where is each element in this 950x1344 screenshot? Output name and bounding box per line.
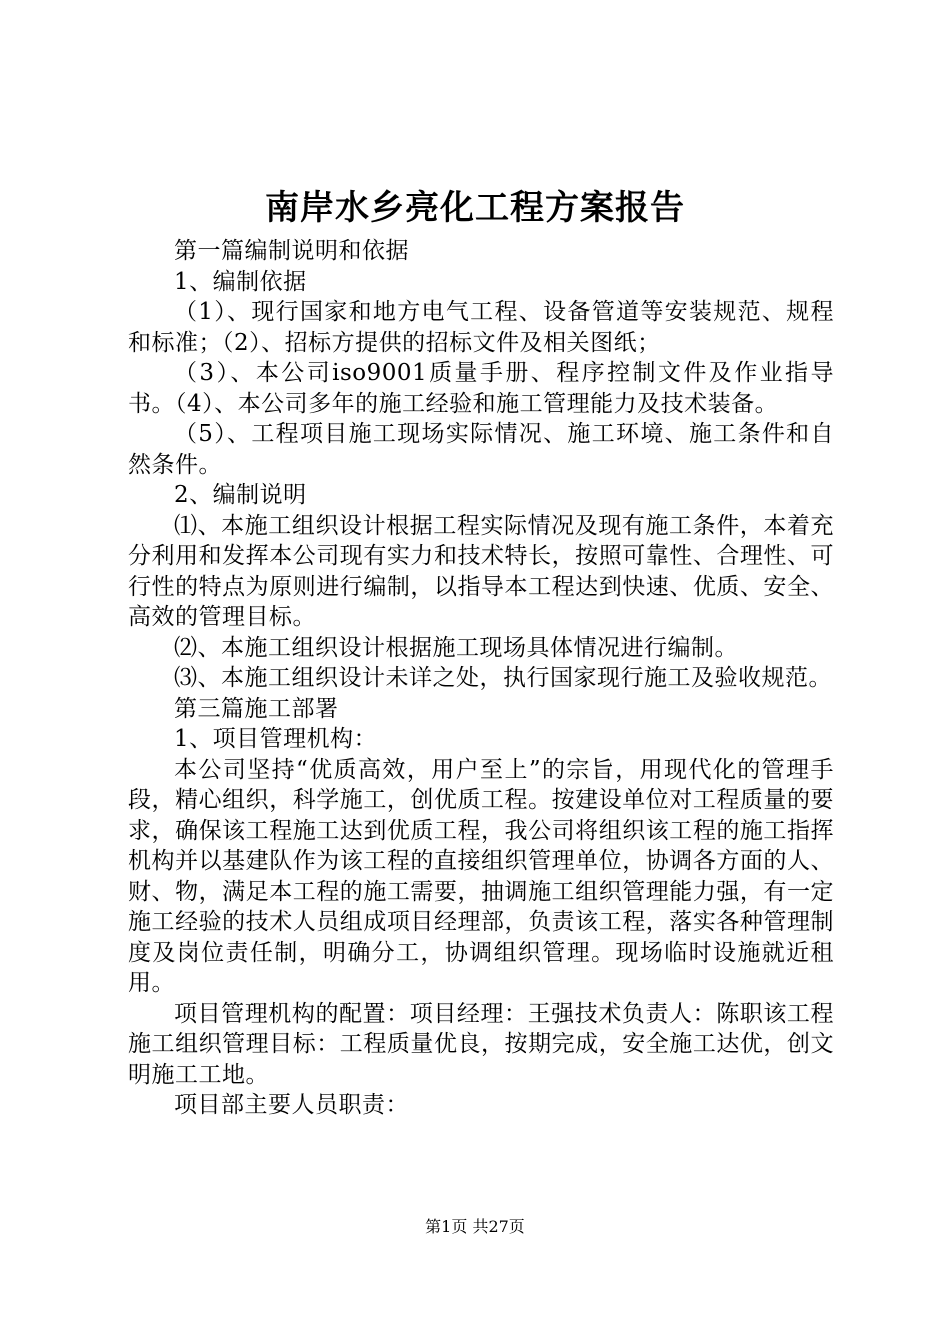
subsection-heading: 1、项目管理机构： xyxy=(174,726,378,752)
paragraph: （1）、现行国家和地方电气工程、设备管道等安装规范、规程和标准；（2）、招标方提供的招标文件及相关图纸； xyxy=(128,299,834,356)
paragraph: 项目部主要人员职责： xyxy=(174,1092,409,1118)
paragraph: （3）、本公司iso9001质量手册、程序控制文件及作业指导书。（4）、本公司多年的施工经验和施工管理能力及技术装备。 xyxy=(128,360,834,417)
document-body xyxy=(128,236,834,1121)
paragraph: （5）、工程项目施工现场实际情况、施工环境、施工条件和自然条件。 xyxy=(128,421,834,478)
paragraph: ⑶、本施工组织设计未详之处，执行国家现行施工及验收规范。 xyxy=(174,665,832,691)
page-number: 第1页 共27页 xyxy=(425,1217,525,1236)
section-heading: 第一篇编制说明和依据 xyxy=(174,238,409,264)
paragraph: ⑵、本施工组织设计根据施工现场具体情况进行编制。 xyxy=(174,634,738,661)
paragraph: ⑴、本施工组织设计根据工程实际情况及现有施工条件，本着充分利用和发挥本公司现有实力和技术特长，按照可靠性、合理性、可行性的特点为原则进行编制，以指导本工程达到快速、优质、安全、高效的管理目标。 xyxy=(128,512,834,630)
subsection-heading: 1、编制依据 xyxy=(174,268,307,295)
subsection-heading: 2、编制说明 xyxy=(174,482,307,508)
document-title: 南岸水乡亮化工程方案报告 xyxy=(265,188,685,228)
section-heading: 第三篇施工部署 xyxy=(174,695,339,722)
paragraph: 项目管理机构的配置：项目经理：王强技术负责人：陈职该工程施工组织管理目标：工程质量优良，按期完成，安全施工达优，创文明施工工地。 xyxy=(128,1000,834,1088)
paragraph: 本公司坚持“优质高效，用户至上”的宗旨，用现代化的管理手段，精心组织，科学施工，创优质工程。按建设单位对工程质量的要求，确保该工程施工达到优质工程，我公司将组织该工程的施工指挥机构并以基建队作为该工程的直接组织管理单位，协调各方面的人、财、物，满足本工程的施工需要，抽调施工组织管理能力强，有一定施工经验的技术人员组成项目经理部，负责该工程，落实各种管理制度及岗位责任制，明确分工，协调组织管理。现场临时设施就近租用。 xyxy=(128,756,834,996)
